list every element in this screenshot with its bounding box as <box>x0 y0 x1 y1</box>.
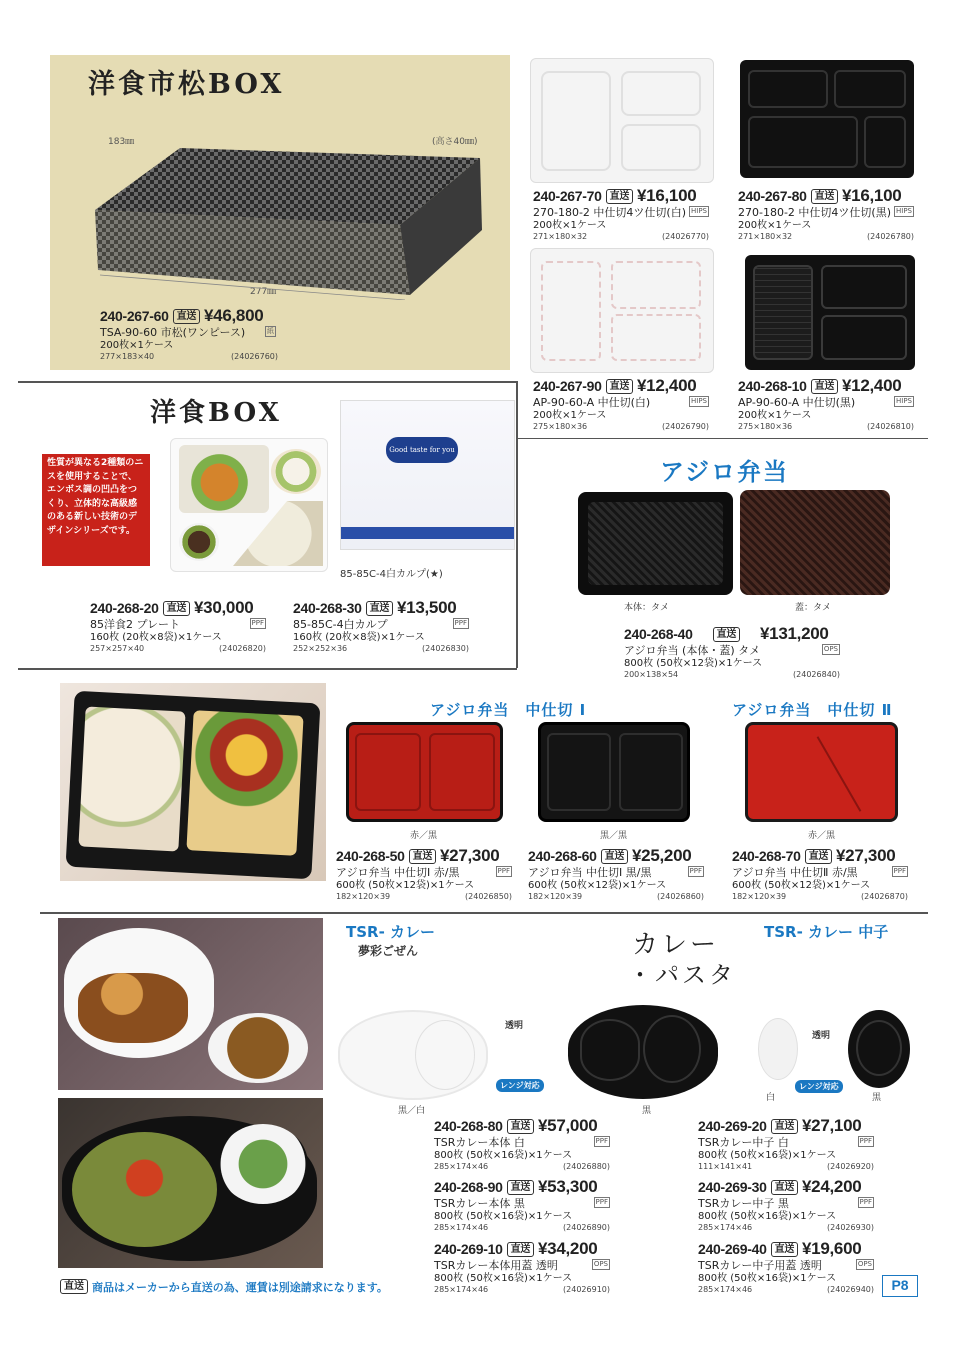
product-jan: (24026860) <box>657 892 704 901</box>
product-name: アジロ弁当 中仕切Ⅰ 赤/黒 <box>336 866 460 879</box>
color-label-3: 赤／黒 <box>808 831 836 841</box>
product-code: 240-267-70 <box>533 188 602 204</box>
direct-badge: 直送 <box>163 601 190 616</box>
dim-height: (高さ40㎜) <box>432 137 478 147</box>
label-black-2: 黒 <box>872 1093 882 1103</box>
product-price: ¥12,400 <box>842 376 902 395</box>
material-tag: PPF <box>454 619 467 627</box>
material-tag: HIPS <box>896 397 912 405</box>
material-tag: OPS <box>823 645 838 653</box>
product-code: 240-268-90 <box>434 1179 503 1195</box>
partition-2-title: アジロ弁当 中仕切 Ⅱ <box>732 701 893 719</box>
product-qty: 200枚×1ケース <box>100 340 174 351</box>
ajiro-lid-image <box>740 490 890 595</box>
product-dims: 277×183×40 <box>100 352 155 361</box>
product-name: TSRカレー本体用蓋 透明 <box>434 1259 558 1272</box>
product-qty: 800枚 (50枚×16袋)×1ケース <box>434 1273 573 1284</box>
product-qty: 160枚 (20枚×8袋)×1ケース <box>293 632 425 643</box>
dim-width: 183㎜ <box>108 137 135 147</box>
ichimatsu-title: 洋食市松BOX <box>88 69 285 100</box>
product-dims: 275×180×36 <box>533 422 588 431</box>
product-jan: (24026940) <box>827 1285 874 1294</box>
footer-badge: 直送 <box>60 1279 88 1294</box>
direct-badge: 直送 <box>507 1119 534 1134</box>
product-jan: (24026880) <box>563 1162 610 1171</box>
product-code: 240-268-10 <box>738 378 807 394</box>
product-240-268-30 <box>293 598 469 654</box>
label-black-white: 黒／白 <box>398 1106 426 1116</box>
divider-line <box>18 668 517 670</box>
clear-lid-image <box>338 1010 488 1100</box>
product-dims: 182×120×39 <box>732 892 787 901</box>
product-dims: 252×252×36 <box>293 644 348 653</box>
product-jan: (24026840) <box>793 670 840 679</box>
product-code: 240-268-50 <box>336 848 405 864</box>
product-qty: 160枚 (20枚×8袋)×1ケース <box>90 632 222 643</box>
ajiro-title: アジロ弁当 <box>660 458 790 486</box>
product-code: 240-268-60 <box>528 848 597 864</box>
yoshoku-plate-photo <box>170 438 328 572</box>
product-price: ¥57,000 <box>538 1116 598 1135</box>
product-price: ¥30,000 <box>194 598 254 617</box>
product-code: 240-268-30 <box>293 600 362 616</box>
product-240-269-20 <box>698 1116 874 1172</box>
black-child-image <box>848 1010 910 1088</box>
product-dims: 285×174×46 <box>434 1223 489 1232</box>
product-qty: 800枚 (50枚×16袋)×1ケース <box>434 1211 573 1222</box>
material-tag: HIPS <box>896 207 912 215</box>
product-qty: 800枚 (50枚×16袋)×1ケース <box>698 1273 837 1284</box>
lid-caption: 85-85C-4白カルプ(★) <box>340 569 443 580</box>
product-jan: (24026760) <box>231 352 278 361</box>
direct-badge: 直送 <box>173 309 200 324</box>
product-240-269-30 <box>698 1177 874 1233</box>
curry-pasta-title-2: ・パスタ <box>628 961 736 989</box>
product-dims: 182×120×39 <box>336 892 391 901</box>
product-dims: 275×180×36 <box>738 422 793 431</box>
product-qty: 800枚 (50枚×16袋)×1ケース <box>434 1150 573 1161</box>
product-name: 85洋食2 プレート <box>90 618 181 631</box>
product-price: ¥12,400 <box>637 376 697 395</box>
product-code: 240-267-60 <box>100 308 169 324</box>
product-240-268-40 <box>624 624 840 680</box>
direct-badge: 直送 <box>601 849 628 864</box>
product-name: TSRカレー本体 黒 <box>434 1197 525 1210</box>
product-dims: 285×174×46 <box>434 1285 489 1294</box>
product-name: AP-90-60-A 中仕切(白) <box>533 396 651 409</box>
product-price: ¥27,300 <box>440 846 500 865</box>
product-240-267-70 <box>533 186 709 242</box>
product-name: 85-85C-4白カルプ <box>293 618 388 631</box>
product-jan: (24026920) <box>827 1162 874 1171</box>
footer-text: 商品はメーカーから直送の為、運賃は別途請求になります。 <box>92 1281 388 1294</box>
divider-line <box>40 912 928 914</box>
product-price: ¥25,200 <box>632 846 692 865</box>
product-dims: 285×174×46 <box>698 1223 753 1232</box>
product-240-267-60 <box>100 306 278 362</box>
product-name: TSA-90-60 市松(ワンピース) <box>100 326 246 339</box>
product-code: 240-269-10 <box>434 1241 503 1257</box>
product-jan: (24026790) <box>662 422 709 431</box>
direct-badge: 直送 <box>771 1119 798 1134</box>
product-code: 240-267-80 <box>738 188 807 204</box>
material-tag: PPF <box>689 867 702 875</box>
product-qty: 600枚 (50枚×12袋)×1ケース <box>732 880 871 891</box>
footer-note <box>60 1279 388 1295</box>
direct-badge: 直送 <box>606 379 633 394</box>
product-qty: 200枚×1ケース <box>533 220 607 231</box>
product-240-267-80 <box>738 186 914 242</box>
pasta-photo <box>58 1098 323 1268</box>
page-number: P8 <box>882 1275 918 1297</box>
product-240-268-80 <box>434 1116 610 1172</box>
product-dims: 285×174×46 <box>434 1162 489 1171</box>
tsr-curry-child-heading: TSR- カレー 中子 <box>764 923 889 941</box>
product-code: 240-268-80 <box>434 1118 503 1134</box>
product-price: ¥13,500 <box>397 598 457 617</box>
product-qty: 800枚 (50枚×16袋)×1ケース <box>698 1150 837 1161</box>
product-name: アジロ弁当 中仕切Ⅰ 黒/黒 <box>528 866 652 879</box>
product-code: 240-267-90 <box>533 378 602 394</box>
product-qty: 200枚×1ケース <box>738 220 812 231</box>
direct-badge: 直送 <box>507 1242 534 1257</box>
product-240-268-10 <box>738 376 914 432</box>
partition-red-black-image <box>346 722 503 822</box>
partition-black-black-image <box>538 722 690 822</box>
label-white: 白 <box>766 1093 776 1103</box>
label-black-1: 黒 <box>642 1106 652 1116</box>
label-lid: 蓋：タメ <box>795 603 832 613</box>
material-tag: HIPS <box>691 207 707 215</box>
direct-badge: 直送 <box>713 627 740 642</box>
product-qty: 800枚 (50枚×12袋)×1ケース <box>624 658 763 669</box>
bento-photo <box>60 683 326 881</box>
direct-badge: 直送 <box>805 849 832 864</box>
lid-box-image <box>340 400 515 550</box>
direct-badge: 直送 <box>507 1180 534 1195</box>
direct-badge: 直送 <box>606 189 633 204</box>
product-name: 270-180-2 中仕切4ツ仕切(黒) <box>738 206 892 219</box>
product-240-269-10 <box>434 1239 610 1295</box>
product-jan: (24026870) <box>861 892 908 901</box>
product-jan: (24026890) <box>563 1223 610 1232</box>
divider-line <box>18 381 516 383</box>
lid-logo: Good taste for you <box>386 437 458 463</box>
product-dims: 182×120×39 <box>528 892 583 901</box>
material-tag: PPF <box>859 1198 872 1206</box>
product-code: 240-268-40 <box>624 626 693 642</box>
product-dims: 111×141×41 <box>698 1162 753 1171</box>
product-price: ¥16,100 <box>637 186 697 205</box>
material-tag: OPS <box>857 1260 872 1268</box>
curry-pasta-title-1: カレー <box>632 930 720 960</box>
black-body-image <box>568 1005 718 1099</box>
label-clear-2: 透明 <box>812 1031 831 1041</box>
material-tag: OPS <box>593 1260 608 1268</box>
product-price: ¥46,800 <box>204 306 264 325</box>
dim-length: 277㎜ <box>250 287 277 297</box>
tsr-curry-heading: TSR- カレー <box>346 923 436 941</box>
label-clear-1: 透明 <box>505 1021 524 1031</box>
product-240-268-70 <box>732 846 908 902</box>
product-name: アジロ弁当 中仕切Ⅱ 赤/黒 <box>732 866 858 879</box>
product-qty: 200枚×1ケース <box>738 410 812 421</box>
curry-photo <box>58 918 323 1090</box>
microwave-badge-2: レンジ対応 <box>795 1080 843 1093</box>
product-name: TSRカレー本体 白 <box>434 1136 525 1149</box>
divider-line <box>516 381 518 668</box>
partition-1-title: アジロ弁当 中仕切 Ⅰ <box>430 701 587 719</box>
product-240-268-20 <box>90 598 266 654</box>
callout-box: 性質が異なる2種類のニスを使用することで、エンボス調の凹凸をつくり、立体的な高級感のある新しい技術のデザインシリーズです。 <box>42 454 150 566</box>
tray-black-partition <box>745 255 915 370</box>
yumesai-heading: 夢彩ごぜん <box>358 944 419 958</box>
product-jan: (24026910) <box>563 1285 610 1294</box>
product-240-268-60 <box>528 846 704 902</box>
partition-2-red-black-image <box>745 722 898 822</box>
material-tag: PPF <box>251 619 264 627</box>
product-240-267-90 <box>533 376 709 432</box>
direct-badge: 直送 <box>771 1180 798 1195</box>
product-price: ¥34,200 <box>538 1239 598 1258</box>
product-name: アジロ弁当 (本体・蓋) タメ <box>624 644 761 657</box>
product-price: ¥27,100 <box>802 1116 862 1135</box>
product-jan: (24026770) <box>662 232 709 241</box>
ichimatsu-box-image <box>90 140 490 300</box>
material-tag: 紙 <box>267 327 274 335</box>
product-name: TSRカレー中子 黒 <box>698 1197 789 1210</box>
product-dims: 271×180×32 <box>738 232 793 241</box>
product-qty: 200枚×1ケース <box>533 410 607 421</box>
product-dims: 257×257×40 <box>90 644 145 653</box>
material-tag: PPF <box>595 1137 608 1145</box>
label-body: 本体：タメ <box>624 603 670 613</box>
product-code: 240-268-70 <box>732 848 801 864</box>
material-tag: PPF <box>595 1198 608 1206</box>
product-240-269-40 <box>698 1239 874 1295</box>
direct-badge: 直送 <box>366 601 393 616</box>
tray-white-partition <box>530 248 714 373</box>
color-label-1: 赤／黒 <box>410 831 438 841</box>
product-jan: (24026930) <box>827 1223 874 1232</box>
product-price: ¥19,600 <box>802 1239 862 1258</box>
product-qty: 600枚 (50枚×12袋)×1ケース <box>528 880 667 891</box>
tray-white-4 <box>530 58 714 183</box>
direct-badge: 直送 <box>811 189 838 204</box>
product-jan: (24026780) <box>867 232 914 241</box>
tray-black-4 <box>740 60 914 178</box>
product-dims: 271×180×32 <box>533 232 588 241</box>
material-tag: PPF <box>497 867 510 875</box>
product-name: 270-180-2 中仕切4ツ仕切(白) <box>533 206 687 219</box>
product-name: AP-90-60-A 中仕切(黒) <box>738 396 856 409</box>
material-tag: PPF <box>893 867 906 875</box>
material-tag: PPF <box>859 1137 872 1145</box>
yoshoku-box-title: 洋食BOX <box>150 398 282 428</box>
product-price: ¥24,200 <box>802 1177 862 1196</box>
product-qty: 600枚 (50枚×12袋)×1ケース <box>336 880 475 891</box>
product-code: 240-269-30 <box>698 1179 767 1195</box>
color-label-2: 黒／黒 <box>600 831 628 841</box>
product-240-268-90 <box>434 1177 610 1233</box>
product-price: ¥27,300 <box>836 846 896 865</box>
product-jan: (24026820) <box>219 644 266 653</box>
product-jan: (24026850) <box>465 892 512 901</box>
product-price: ¥16,100 <box>842 186 902 205</box>
product-code: 240-269-40 <box>698 1241 767 1257</box>
product-jan: (24026810) <box>867 422 914 431</box>
product-price: ¥131,200 <box>760 624 829 643</box>
direct-badge: 直送 <box>811 379 838 394</box>
divider-line <box>516 438 928 439</box>
product-jan: (24026830) <box>422 644 469 653</box>
microwave-badge-1: レンジ対応 <box>496 1079 544 1092</box>
product-qty: 800枚 (50枚×16袋)×1ケース <box>698 1211 837 1222</box>
white-child-image <box>758 1018 798 1080</box>
material-tag: HIPS <box>691 397 707 405</box>
product-code: 240-269-20 <box>698 1118 767 1134</box>
product-name: TSRカレー中子 白 <box>698 1136 789 1149</box>
product-dims: 285×174×46 <box>698 1285 753 1294</box>
direct-badge: 直送 <box>771 1242 798 1257</box>
product-code: 240-268-20 <box>90 600 159 616</box>
direct-badge: 直送 <box>409 849 436 864</box>
product-price: ¥53,300 <box>538 1177 598 1196</box>
product-240-268-50 <box>336 846 512 902</box>
ajiro-body-image <box>578 492 733 595</box>
product-name: TSRカレー中子用蓋 透明 <box>698 1259 822 1272</box>
product-dims: 200×138×54 <box>624 670 679 679</box>
